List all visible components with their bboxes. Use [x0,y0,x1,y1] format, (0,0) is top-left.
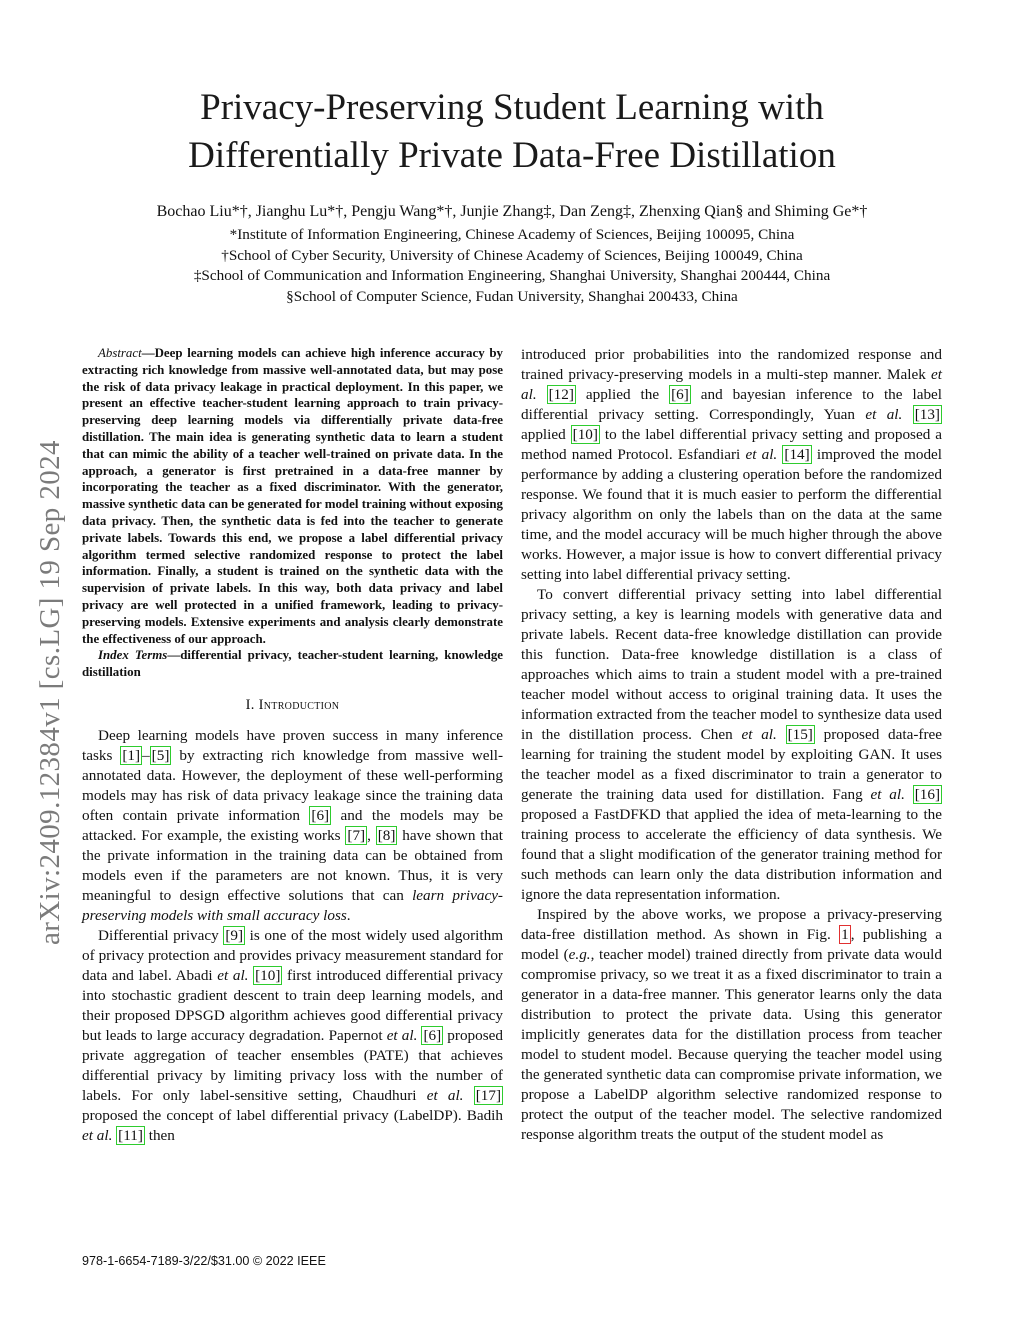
arxiv-stamp: arXiv:2409.12384v1 [cs.LG] 19 Sep 2024 [34,440,66,945]
intro-paragraph-3: introduced prior probabilities into the randomized response and trained privacy-preserving models in a multi-step manner. Malek et al. [12] applied the [6] and bayesian inference to the label differential privacy setting. Correspondingly, Yuan et al. [13] applied [10] to the label differential privacy setting and proposed a method named Protocol. Esfandiari et al. [14] improved the model performance by adding a clustering operation before the randomized response. We found that it is much easier to perform the differential privacy algorithm on only the labels than on the data at the same time, and the model accuracy will be much higher through the above works. However, a major issue is how to convert differential privacy setting into label differential privacy setting. [521,346,942,583]
copyright-footer: 978-1-6654-7189-3/22/$31.00 © 2022 IEEE [82,1254,326,1268]
left-column [82,345,503,1146]
citation-link[interactable]: [10] [255,966,281,984]
citation-link[interactable]: [6] [311,806,330,824]
index-terms [82,647,503,681]
citation-link[interactable]: [9] [225,926,244,944]
affiliations [0,225,1024,307]
intro-paragraph-4: To convert differential privacy setting into label differential privacy setting, a key is learning models with generative data and private labels. Recent data-free knowledge distillation can provide this function. Data-free knowledge distillation is a class of approaches which aims to train a student model with a pre-trained teacher model without access to original training data. It uses the information extracted from the teacher model to synthesize data used in the distillation process. Chen et al. [15] proposed data-free learning for training the student model by exploiting GAN. It uses the teacher model as a fixed discriminator to train a generator to generate the training data used for distillation. Fang et al. [16] proposed a FastDFKD that applied the idea of meta-learning to the training process to accelerate the efficiency of data synthesis. We found that a slight modification of the generator training method for such methods can learn only the data distribution information and ignore the data representation information. [521,586,942,903]
citation-link[interactable]: [16] [914,786,941,803]
intro-paragraph-5: Inspired by the above works, we propose a privacy-preserving data-free distillation method. As shown in Fig. 1 , publishing a model (e.g., teacher model) trained directly from private data would compromise privacy, so we treat it as a fixed discriminator to train a generator in a data-free manner. This generator learns only the data distribution to protect the private data. Using this generator implicitly generates data for the distillation process from teacher model to student model. Because querying the teacher model using the generated synthetic data can compromise private information, we propose a LabelDP algorithm selective randomized response to protect the output of the teacher model. The selective randomized response algorithm treats the output of the student model as [521,906,942,1143]
citation-link[interactable]: [6] [423,1026,442,1044]
author-list [0,202,1024,222]
section-number: I. [245,696,259,713]
affiliation-1: *Institute of Information Engineering, Chinese Academy of Sciences, Beijing 100095, China [229,226,795,243]
citation-link[interactable]: [10] [572,426,598,443]
citation-link[interactable]: [5] [151,746,170,764]
title-line-2: Differentially Private Data-Free Distillation [188,135,836,176]
figure-link[interactable]: 1 [841,926,849,943]
affiliation-2: †School of Cyber Security, University of Chinese Academy of Sciences, Beijing 100049, China [221,246,803,264]
citation-link[interactable]: [7] [347,826,366,844]
citation-link[interactable]: [6] [671,386,689,403]
citation-link[interactable]: [1] [122,746,141,764]
authors-text: Bochao Liu*†, Jianghu Lu*†, Pengju Wang*†, Junjie Zhang‡, Dan Zeng‡, Zhenxing Qian§ and Shiming Ge*† [156,203,868,220]
abstract-label: Abstract [98,346,142,360]
paper-title [0,84,1024,180]
intro-paragraph-1: Deep learning models have proven success in many inference tasks [1] – [5] by extracting rich knowledge from massive well-annotated data. However, the deployment of these well-performing models may has risk of data privacy leakage since the training data often contain private information [6] and the models may be attacked. For example, the existing works [7] , [8] have shown that the private information in the training data can be obtained from models even if the parameters are not known. Thus, it is very meaningful to design effective solutions that can learn privacy-preserving models with small accuracy loss. [82,726,504,924]
citation-link[interactable]: [8] [377,826,396,844]
abstract-text: —Deep learning models can achieve high inference accuracy by extracting rich knowledge from massive well-annotated data, but may pose the risk of data privacy leakage in practical deployment. In this paper, we present an effective teacher-student learning approach to train privacy-preserving deep learning models via differentially private data-free distillation. The main idea is generating synthetic data to learn a student that can mimic the ability of a teacher well-trained on private data. In the approach, a generator is first pretrained in a data-free manner by incorporating the teacher as a fixed discriminator. With the generator, massive synthetic data can be generated for model training without exposing data privacy. Then, the synthetic data is fed into the teacher to generate private labels. Towards this end, we propose a label differential privacy algorithm termed selective randomized response to protect the label information. Finally, a student is trained on the synthetic data with the supervision of private labels. In this way, both data privacy and label privacy are well protected in a unified framework, leading to privacy-preserving models. Extensive experiments and analysis clearly demonstrate the effectiveness of our approach. [82,346,503,646]
citation-link[interactable]: [12] [548,386,574,403]
section-heading [82,697,503,714]
title-line-1: Privacy-Preserving Student Learning with [200,87,824,128]
citation-link[interactable]: [15] [787,726,813,743]
index-terms-label: Index Terms [98,648,168,663]
right-column [521,345,942,1145]
index-terms-text: —differential privacy, teacher-student learning, knowledge distillation [82,648,504,680]
section-title: Introduction [258,696,340,713]
intro-paragraph-2: Differential privacy [9] is one of the most widely used algorithm of privacy protection and provides privacy measurement standard for data and label. Abadi et al. [10] first introduced differential privacy into stochastic gradient descent to train deep learning models, and their proposed DPSGD algorithm achieves good differential privacy but leads to large accuracy degradation. Papernot et al. [6] proposed private aggregation of teacher ensembles (PATE) that achieves differential privacy by limiting privacy loss with the number of labels. For only label-sensitive setting, Chaudhuri et al. [17] proposed the concept of label differential privacy (LabelDP). Badih et al. [11] then [82,926,504,1144]
affiliation-3: ‡School of Communication and Information Engineering, Shanghai University, Shanghai 200444, China [193,267,831,285]
citation-link[interactable]: [14] [784,446,810,463]
citation-link[interactable]: [13] [914,406,940,423]
abstract [82,345,503,647]
citation-link[interactable]: [17] [475,1086,502,1104]
affiliation-4: §School of Computer Science, Fudan University, Shanghai 200433, China [286,287,738,305]
citation-link[interactable]: [11] [118,1126,143,1144]
